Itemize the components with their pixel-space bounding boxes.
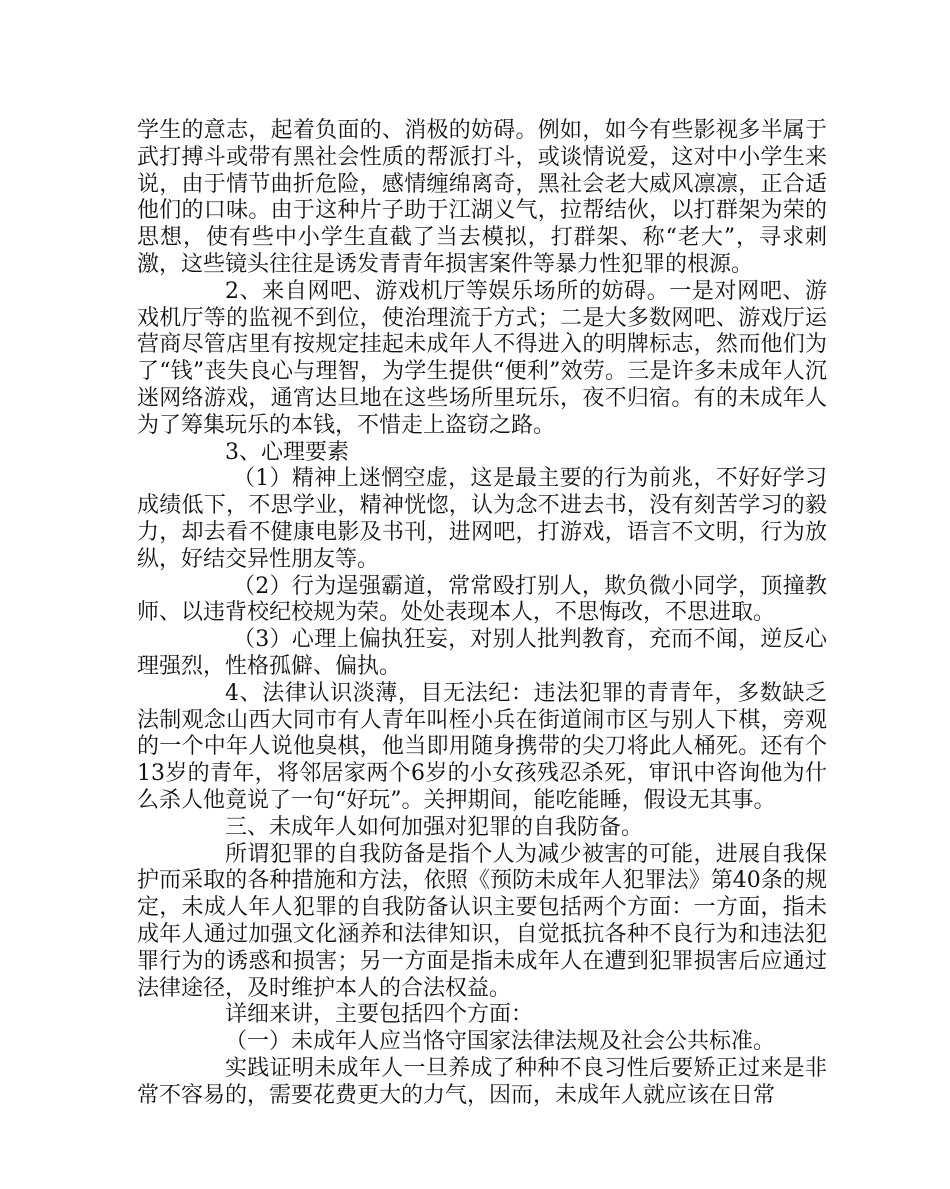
paragraph-influence-continued: 学生的意志，起着负面的、消极的妨碍。例如，如今有些影视多半属于武打搏斗或带有黑社会性质的帮派打斗，或谈情说爱，这对中小学生来说，由于情节曲折危险，感情缠绵离奇，黑社会老大威风凛凛，正合适他们的口味。由于这种片子助于江湖义气，拉帮结伙，以打群架为荣的思想，使有些中小学生直截了当去模拟，打群架、称“老大”，寻求刺激，这些镜头往往是诱发青青年损害案件等暴力性犯罪的根源。 xyxy=(137,118,827,277)
paragraph-four-aspects-intro: 详细来讲，主要包括四个方面： xyxy=(225,1002,534,1028)
paragraph-internet-cafe-influence: 2、来自网吧、游戏机厅等娱乐场所的妨碍。一是对网吧、游戏机厅等的监视不到位，使治理流于方式；二是大多数网吧、游戏厅运营商尽管店里有按规定挂起未成年人不得进入的明牌标志，然而他们为了“钱”丧失良心与理智，为学生提供“便利”效劳。三是许多未成年人沉迷网络游戏，通宵达旦地在这些场所里玩乐，夜不归宿。有的未成年人为了筹集玩乐的本钱，不惜走上盗窃之路。 xyxy=(137,278,827,438)
paragraph-paranoid-psychology: （3）心理上偏执狂妄，对别人批判教育，充而不闻，逆反心理强烈，性格孤僻、偏执。 xyxy=(137,627,827,679)
paragraph-habits-practice: 实践证明未成年人一旦养成了种种不良习性后要矫正过来是非常不容易的，需要花费更大的力气，因而，未成年人就应该在日常 xyxy=(137,1055,827,1108)
paragraph-weak-legal-awareness: 4、法律认识淡薄，目无法纪：违法犯罪的青青年，多数缺乏法制观念山西大同市有人青年叫桎小兵在街道闹市区与别人下棋，旁观的一个中年人说他臭棋，他当即用随身携带的尖刀将此人桶死。还有个13岁的青年，将邻居家两个6岁的小女孩残忍杀死，审讯中咨询他为什么杀人他竟说了一句“好玩”。关押期间，能吃能睡，假设无其事。 xyxy=(137,680,827,813)
paragraph-bullying-behavior: （2）行为逞强霸道，常常殴打别人，欺负微小同学，顶撞教师、以违背校纪校规为荣。处处表现本人，不思悔改，不思进取。 xyxy=(137,573,827,626)
section-heading-self-defense: 三、未成年人如何加强对犯罪的自我防备。 xyxy=(225,814,644,840)
paragraph-spiritual-emptiness: （1）精神上迷惘空虚，这是最主要的行为前兆，不好好学习成绩低下，不思学业，精神恍惚，认为念不进去书，没有刻苦学习的毅力，却去看不健康电影及书刊，进网吧，打游戏，语言不文明，行为放纵，好结交异性朋友等。 xyxy=(137,466,827,572)
heading-psychological-factors: 3、心理要素 xyxy=(225,439,349,465)
subheading-observe-laws: （一）未成年人应当恪守国家法律法规及社会公共标准。 xyxy=(225,1029,776,1055)
paragraph-self-defense-definition: 所谓犯罪的自我防备是指个人为减少被害的可能，进展自我保护而采取的各种措施和方法，依照《预防未成年人犯罪法》第40条的规定，未成人年人犯罪的自我防备认识主要包括两个方面：一方面，指未成年人通过加强文化涵养和法律知识，自觉抵抗各种不良行为和违法犯罪行为的诱惑和损害；另一方面是指未成年人在遭到犯罪损害后应通过法律途径，及时维护本人的合法权益。 xyxy=(137,841,827,1001)
document-body xyxy=(137,118,827,1109)
